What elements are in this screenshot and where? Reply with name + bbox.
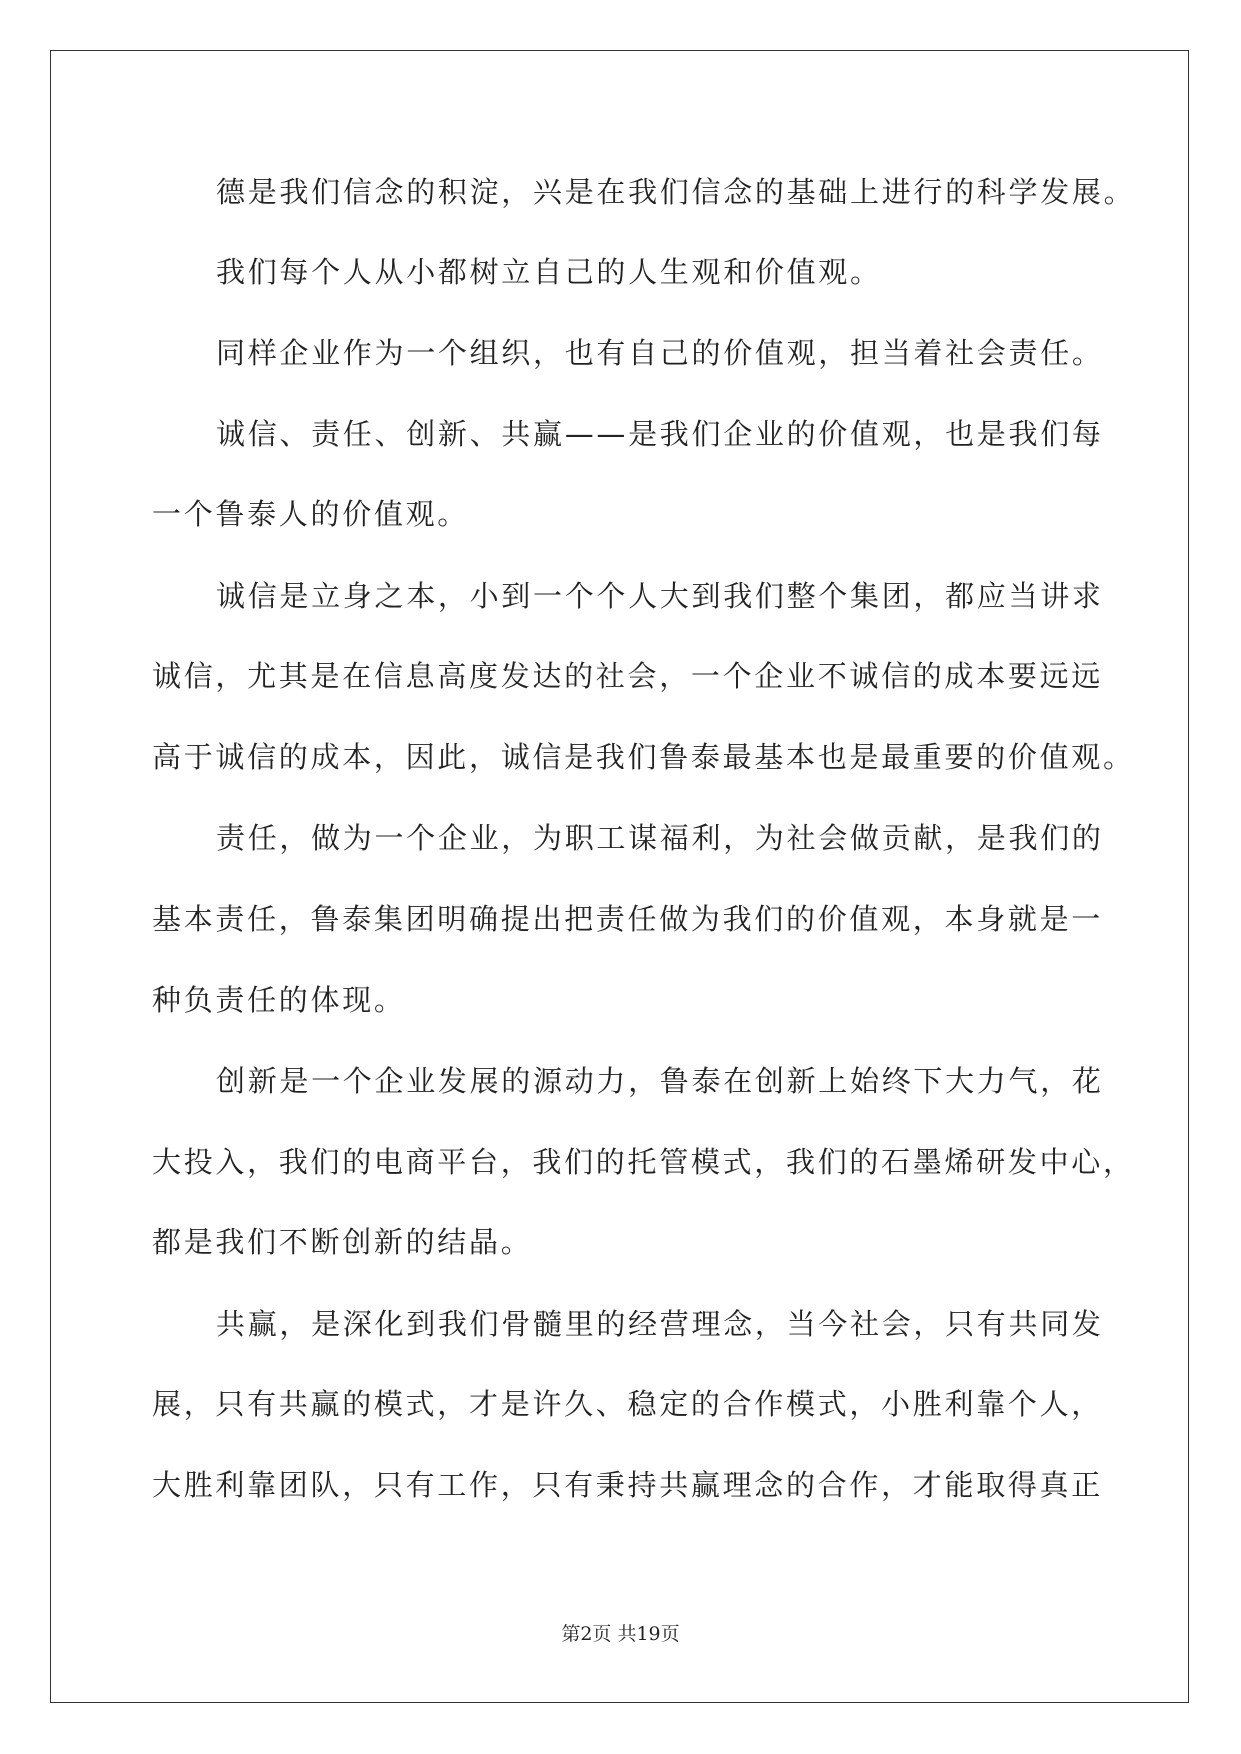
line-text: 创新是一个企业发展的源动力，鲁泰在创新上始终下大力气，花 xyxy=(216,1064,1104,1098)
line-text: 展，只有共赢的模式，才是许久、稳定的合作模式，小胜利靠个人， xyxy=(152,1387,1104,1421)
line-text: 大胜利靠团队，只有工作，只有秉持共赢理念的合作，才能取得真正 xyxy=(152,1468,1104,1502)
line-text: 大投入，我们的电商平台，我们的托管模式，我们的石墨烯研发中心， xyxy=(152,1145,1135,1179)
line-text: 诚信、责任、创新、共赢——是我们企业的价值观，也是我们每 xyxy=(216,417,1104,451)
line-text: 共赢，是深化到我们骨髓里的经营理念，当今社会，只有共同发 xyxy=(216,1307,1104,1341)
line-text: 同样企业作为一个组织，也有自己的价值观，担当着社会责任。 xyxy=(216,336,1104,370)
line-text: 诚信，尤其是在信息高度发达的社会，一个企业不诚信的成本要远远 xyxy=(152,659,1104,693)
line-text: 诚信是立身之本，小到一个个人大到我们整个集团，都应当讲求 xyxy=(216,579,1104,613)
line-text: 责任，做为一个企业，为职工谋福利，为社会做贡献，是我们的 xyxy=(216,821,1104,855)
line-text: 都是我们不断创新的结晶。 xyxy=(152,1225,533,1259)
page-border xyxy=(50,50,1189,1703)
page-number: 第2页 共19页 xyxy=(561,1623,680,1645)
line-text: 高于诚信的成本，因此，诚信是我们鲁泰最基本也是最重要的价值观。 xyxy=(152,740,1135,774)
line-text: 基本责任，鲁泰集团明确提出把责任做为我们的价值观，本身就是一 xyxy=(152,902,1104,936)
line-text: 我们每个人从小都树立自己的人生观和价值观。 xyxy=(216,255,882,289)
line-text: 种负责任的体现。 xyxy=(152,983,406,1017)
line-text: 德是我们信念的积淀，兴是在我们信念的基础上进行的科学发展。 xyxy=(216,175,1136,209)
line-text: 一个鲁泰人的价值观。 xyxy=(152,497,470,531)
